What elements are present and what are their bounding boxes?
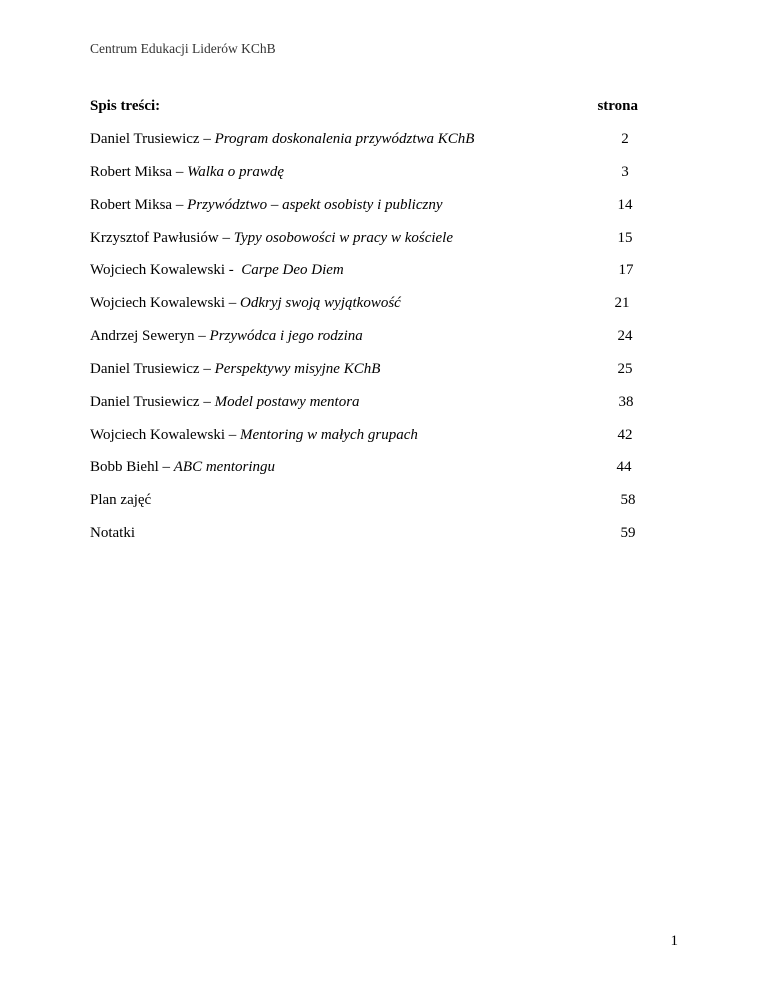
toc-entry bbox=[90, 394, 638, 414]
toc-entry bbox=[90, 492, 638, 512]
toc-entry-page: 17 bbox=[618, 262, 634, 278]
toc-title: Spis treści: bbox=[90, 98, 161, 114]
toc-entry-author: Krzysztof Pawłusiów bbox=[90, 230, 219, 246]
toc-entry-separator: – bbox=[225, 295, 240, 311]
toc-entry-author: Wojciech Kowalewski bbox=[90, 295, 225, 311]
toc-entry-page: 59 bbox=[620, 525, 636, 541]
toc-entry-author: Wojciech Kowalewski bbox=[90, 262, 225, 278]
toc-entry-author: Wojciech Kowalewski bbox=[90, 427, 225, 443]
toc-entry bbox=[90, 427, 638, 447]
toc-entry bbox=[90, 361, 638, 381]
toc-entry-title: Typy osobowości w pracy w kościele bbox=[233, 230, 453, 246]
toc-entry-author: Daniel Trusiewicz bbox=[90, 394, 200, 410]
toc-entry-author: Robert Miksa bbox=[90, 164, 173, 180]
toc-entry-author: Daniel Trusiewicz bbox=[90, 131, 200, 147]
toc-entry-title: Mentoring w małych grupach bbox=[240, 427, 418, 443]
toc-entry-separator: – bbox=[225, 427, 240, 443]
toc-entry-page: 2 bbox=[621, 131, 629, 147]
toc-entry-author: Notatki bbox=[90, 525, 135, 541]
toc-entry-page: 44 bbox=[616, 459, 632, 475]
toc-entry bbox=[90, 328, 638, 348]
toc-entry bbox=[90, 197, 638, 217]
toc-entry-author: Robert Miksa bbox=[90, 197, 173, 213]
toc-entry-separator: – bbox=[199, 361, 215, 377]
toc-entry-page: 3 bbox=[621, 164, 629, 180]
toc-entry-separator: – bbox=[199, 394, 215, 410]
toc-entry-author: Andrzej Seweryn bbox=[90, 328, 195, 344]
toc-entry-title: Model postawy mentora bbox=[214, 394, 360, 410]
toc-entry-author: Plan zajęć bbox=[90, 492, 152, 508]
toc-entry bbox=[90, 230, 638, 250]
toc-entry-author: Bobb Biehl bbox=[90, 459, 159, 475]
toc-entry-page: 21 bbox=[614, 295, 630, 311]
toc-entry-separator: – bbox=[218, 230, 234, 246]
toc-entry-separator: – bbox=[172, 164, 188, 180]
toc-entry-title: Carpe Deo Diem bbox=[241, 262, 344, 278]
toc-entry bbox=[90, 164, 638, 184]
toc-entry bbox=[90, 131, 638, 151]
toc-entry-page: 58 bbox=[620, 492, 636, 508]
toc-entry-title: ABC mentoringu bbox=[173, 459, 276, 475]
toc-entry-title: Perspektywy misyjne KChB bbox=[214, 361, 381, 377]
toc-entry bbox=[90, 459, 638, 479]
toc-entry-title: Program doskonalenia przywództwa KChB bbox=[214, 131, 475, 147]
toc-page-column-heading: strona bbox=[597, 98, 638, 114]
toc-entry-page: 42 bbox=[617, 427, 633, 443]
toc-entry bbox=[90, 525, 638, 545]
toc-entry-title: Walka o prawdę bbox=[187, 164, 285, 180]
toc-entry-page: 25 bbox=[617, 361, 633, 377]
toc-entry bbox=[90, 262, 638, 282]
toc-entry-separator: - bbox=[225, 262, 242, 278]
toc-entry-title: Odkryj swoją wyjątkowość bbox=[240, 295, 401, 311]
page-number: 1 bbox=[670, 933, 678, 949]
toc-entry-title: Przywództwo – aspekt osobisty i publiczny bbox=[187, 197, 443, 213]
toc-entry-page: 14 bbox=[617, 197, 633, 213]
toc-entry-separator: – bbox=[158, 459, 174, 475]
toc-entry-page: 15 bbox=[617, 230, 633, 246]
toc-entry bbox=[90, 295, 638, 315]
toc-entry-separator: – bbox=[199, 131, 215, 147]
toc-entry-title: Przywódca i jego rodzina bbox=[209, 328, 363, 344]
toc-entry-page: 38 bbox=[618, 394, 634, 410]
toc-entry-separator: – bbox=[172, 197, 188, 213]
toc-entry-page: 24 bbox=[617, 328, 633, 344]
toc-entry-author: Daniel Trusiewicz bbox=[90, 361, 200, 377]
running-header: Centrum Edukacji Liderów KChB bbox=[90, 41, 276, 56]
toc-entry-separator: – bbox=[194, 328, 210, 344]
